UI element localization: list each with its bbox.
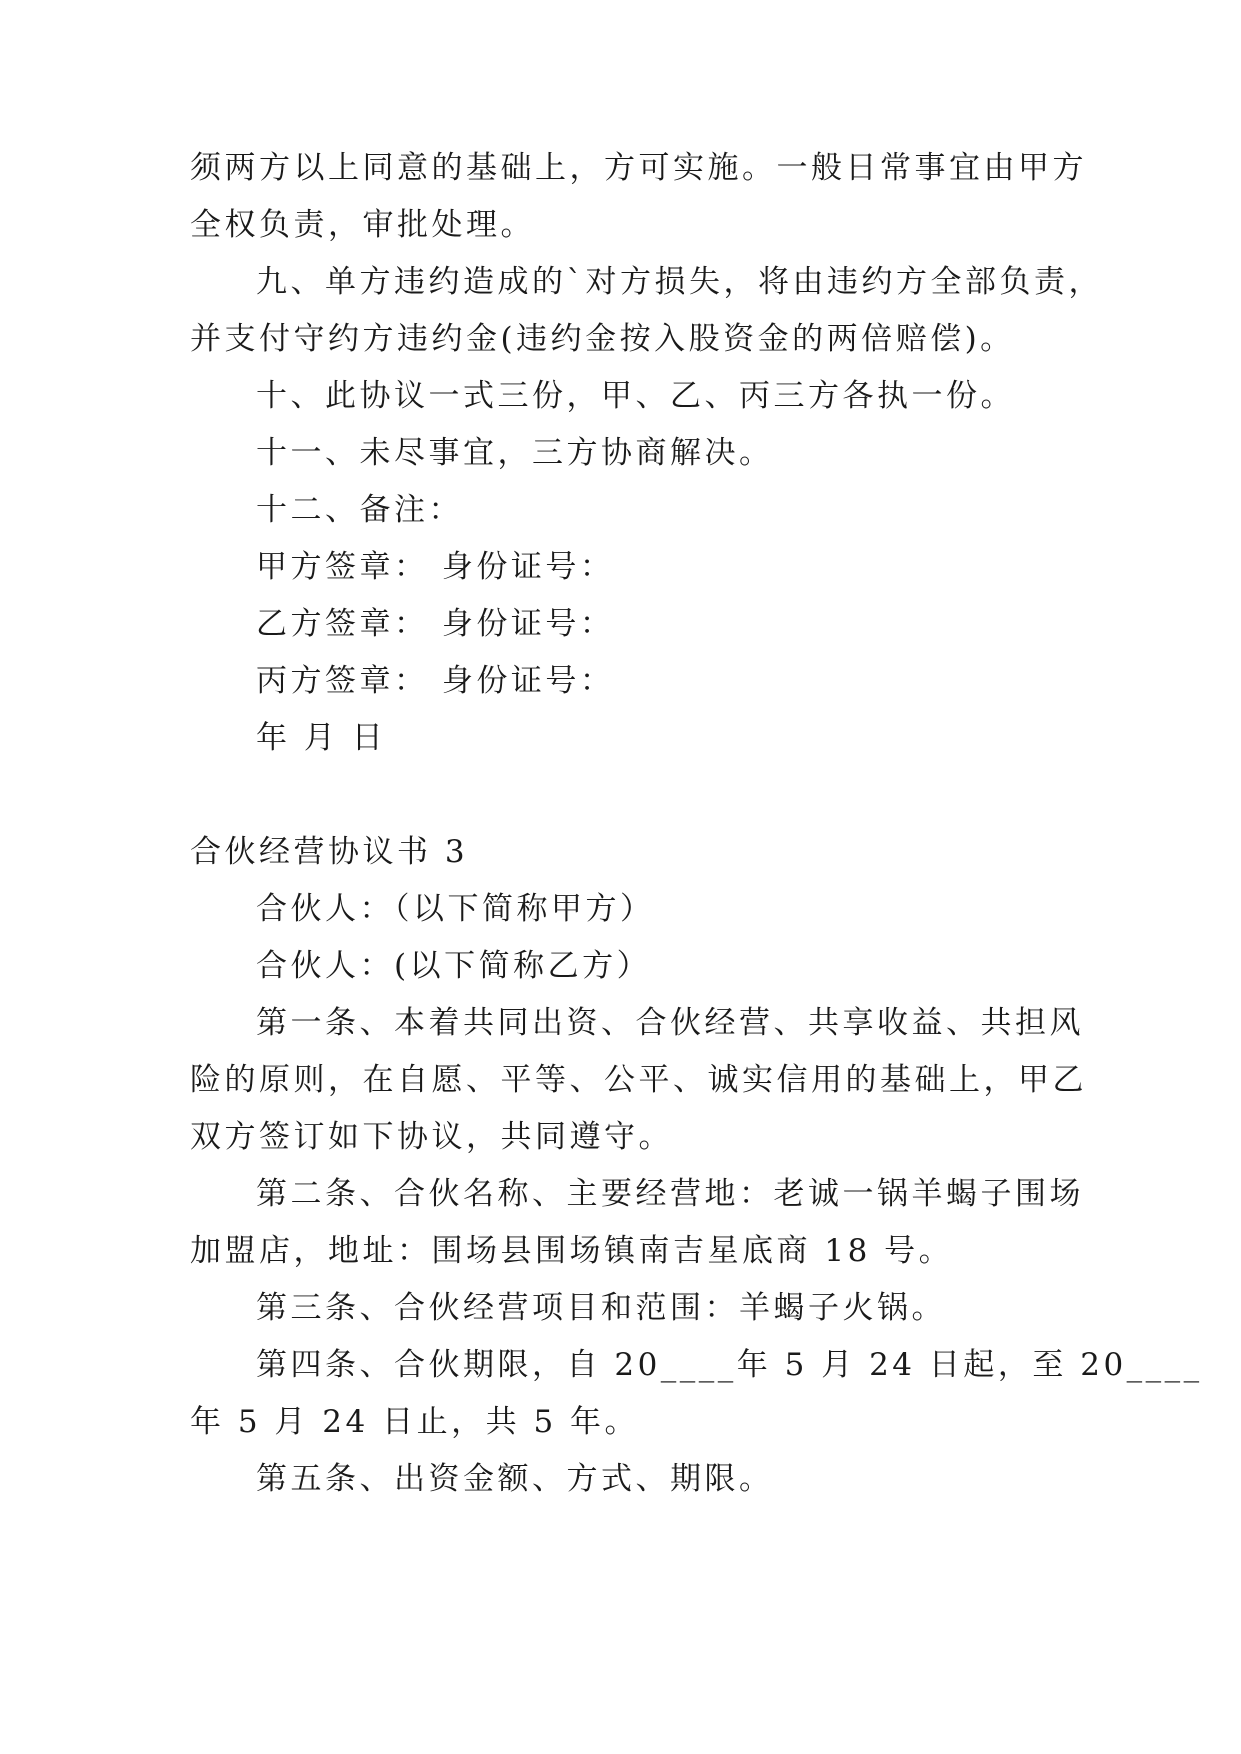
paragraph-line: 年 5 月 24 日止，共 5 年。 [190,1404,640,1440]
article-1: 第一条、本着共同出资、合伙经营、共享收益、共担风 [256,1005,1084,1041]
paragraph-line: 须两方以上同意的基础上，方可实施。一般日常事宜由甲方 [190,150,1087,186]
partner-b-line: 合伙人：(以下简称乙方） [256,948,652,984]
paragraph-line: 并支付守约方违约金(违约金按入股资金的两倍赔偿)。 [190,321,1015,357]
party-c-signature-line: 丙方签章： 身份证号： [256,663,615,699]
clause-11: 十一、未尽事宜，三方协商解决。 [256,435,774,471]
article-4: 第四条、合伙期限，自 20____年 5 月 24 日起，至 20____ [256,1347,1203,1383]
article-5: 第五条、出资金额、方式、期限。 [256,1461,774,1497]
article-2: 第二条、合伙名称、主要经营地：老诚一锅羊蝎子围场 [256,1176,1084,1212]
paragraph-line: 加盟店，地址：围场县围场镇南吉星底商 18 号。 [190,1233,954,1269]
date-line: 年 月 日 [256,720,387,756]
article-3: 第三条、合伙经营项目和范围：羊蝎子火锅。 [256,1290,946,1326]
section-title: 合伙经营协议书 3 [190,834,469,870]
paragraph-line: 双方签订如下协议，共同遵守。 [190,1119,673,1155]
paragraph-line: 险的原则，在自愿、平等、公平、诚实信用的基础上，甲乙 [190,1062,1087,1098]
clause-10: 十、此协议一式三份，甲、乙、丙三方各执一份。 [256,378,1015,414]
clause-9: 九、单方违约造成的`对方损失，将由违约方全部负责， [256,264,1103,300]
partner-a-line: 合伙人：（以下简称甲方） [256,891,655,927]
paragraph-line: 全权负责，审批处理。 [190,207,535,243]
party-a-signature-line: 甲方签章： 身份证号： [256,549,615,585]
party-b-signature-line: 乙方签章： 身份证号： [256,606,615,642]
clause-12-remarks: 十二、备注： [256,492,463,528]
